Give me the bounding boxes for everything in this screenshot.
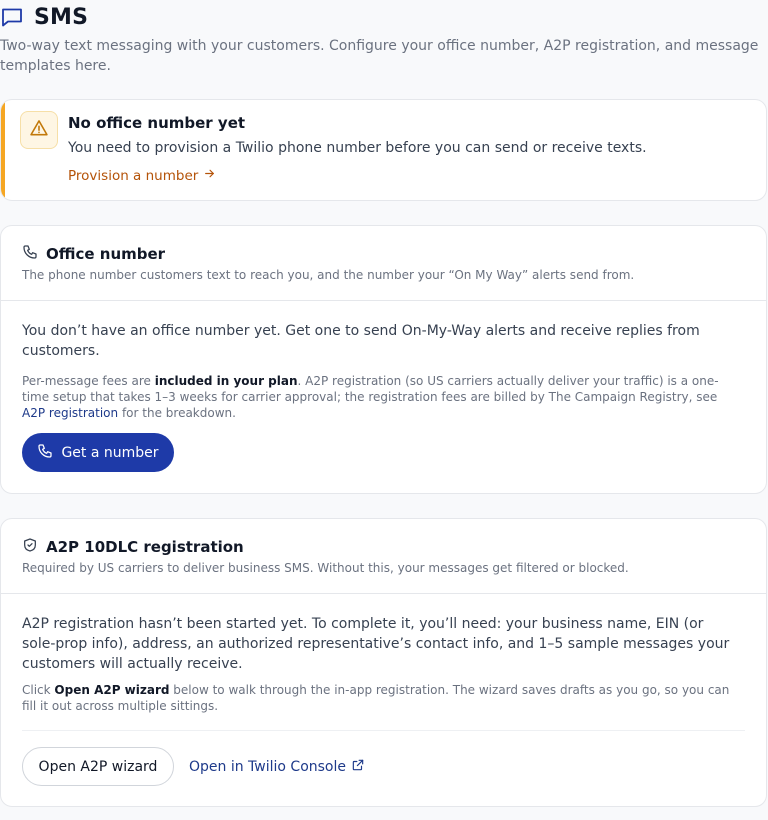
office-number-header [22,244,165,264]
no-number-alert [0,99,767,201]
alert-title: No office number yet [68,114,246,132]
external-link-icon [346,758,365,776]
alert-icon-box [20,111,58,149]
a2p-registration-card [0,518,767,807]
page-description: Two-way text messaging with your customers. Configure your office number, A2P registration, and message templates here. [0,38,759,74]
open-twilio-console-label: Open in Twilio Console [189,759,347,775]
hint-suffix: below to walk through the in-app registration. The wizard saves drafts as you go, so you can fill it out across multiple sittings. [22,683,730,713]
a2p-header [22,537,244,557]
office-number-title: Office number [46,245,166,263]
title-row [0,3,88,31]
chat-bubble-icon [0,5,24,29]
fees-bold: included in your plan [154,374,298,388]
fees-note [22,373,742,421]
hint-prefix: Click [22,683,55,697]
shield-check-icon [22,537,38,557]
get-number-label: Get a number [61,444,159,461]
office-number-subtitle: The phone number customers text to reach you, and the number your “On My Way” alerts send from. [22,268,635,282]
get-number-button[interactable] [22,433,174,472]
alert-accent-stripe [1,100,5,200]
office-number-card [0,225,767,494]
a2p-hint [22,682,742,714]
warning-triangle-icon [29,118,49,142]
a2p-registration-link[interactable]: A2P registration [22,406,119,420]
alert-text: You need to provision a Twilio phone number before you can send or receive texts. [68,140,647,156]
fees-prefix: Per-message fees are [22,374,155,388]
phone-icon [22,244,38,264]
a2p-body: A2P registration hasn’t been started yet. To complete it, you’ll need: your business name, EIN (or sole-prop info), address, an authorized representative’s contact info, and 1–5 sample messages your customers will actually receive. [22,616,730,672]
fees-middle: . A2P registration (so US carriers actually deliver your traffic) is a one-time setup that takes 1–3 weeks for carrier approval; the registration fees are billed by The Campaign Registry, see [22,374,719,404]
a2p-title: A2P 10DLC registration [46,538,244,556]
actions-divider [22,730,745,731]
page-title: SMS [34,4,89,30]
provision-number-link[interactable] [68,167,216,184]
section-divider [1,593,766,594]
a2p-subtitle: Required by US carriers to deliver business SMS. Without this, your messages get filtered or blocked. [22,561,629,575]
arrow-right-icon [198,167,216,184]
open-a2p-wizard-button[interactable]: Open A2P wizard [22,747,174,786]
provision-number-label: Provision a number [68,167,199,184]
hint-bold: Open A2P wizard [54,683,170,697]
fees-suffix: for the breakdown. [118,406,236,420]
open-twilio-console-link[interactable] [189,758,365,776]
phone-icon [37,443,53,463]
section-divider [1,300,766,301]
office-number-body: You don’t have an office number yet. Get one to send On-My-Way alerts and receive replies from customers. [22,323,700,359]
